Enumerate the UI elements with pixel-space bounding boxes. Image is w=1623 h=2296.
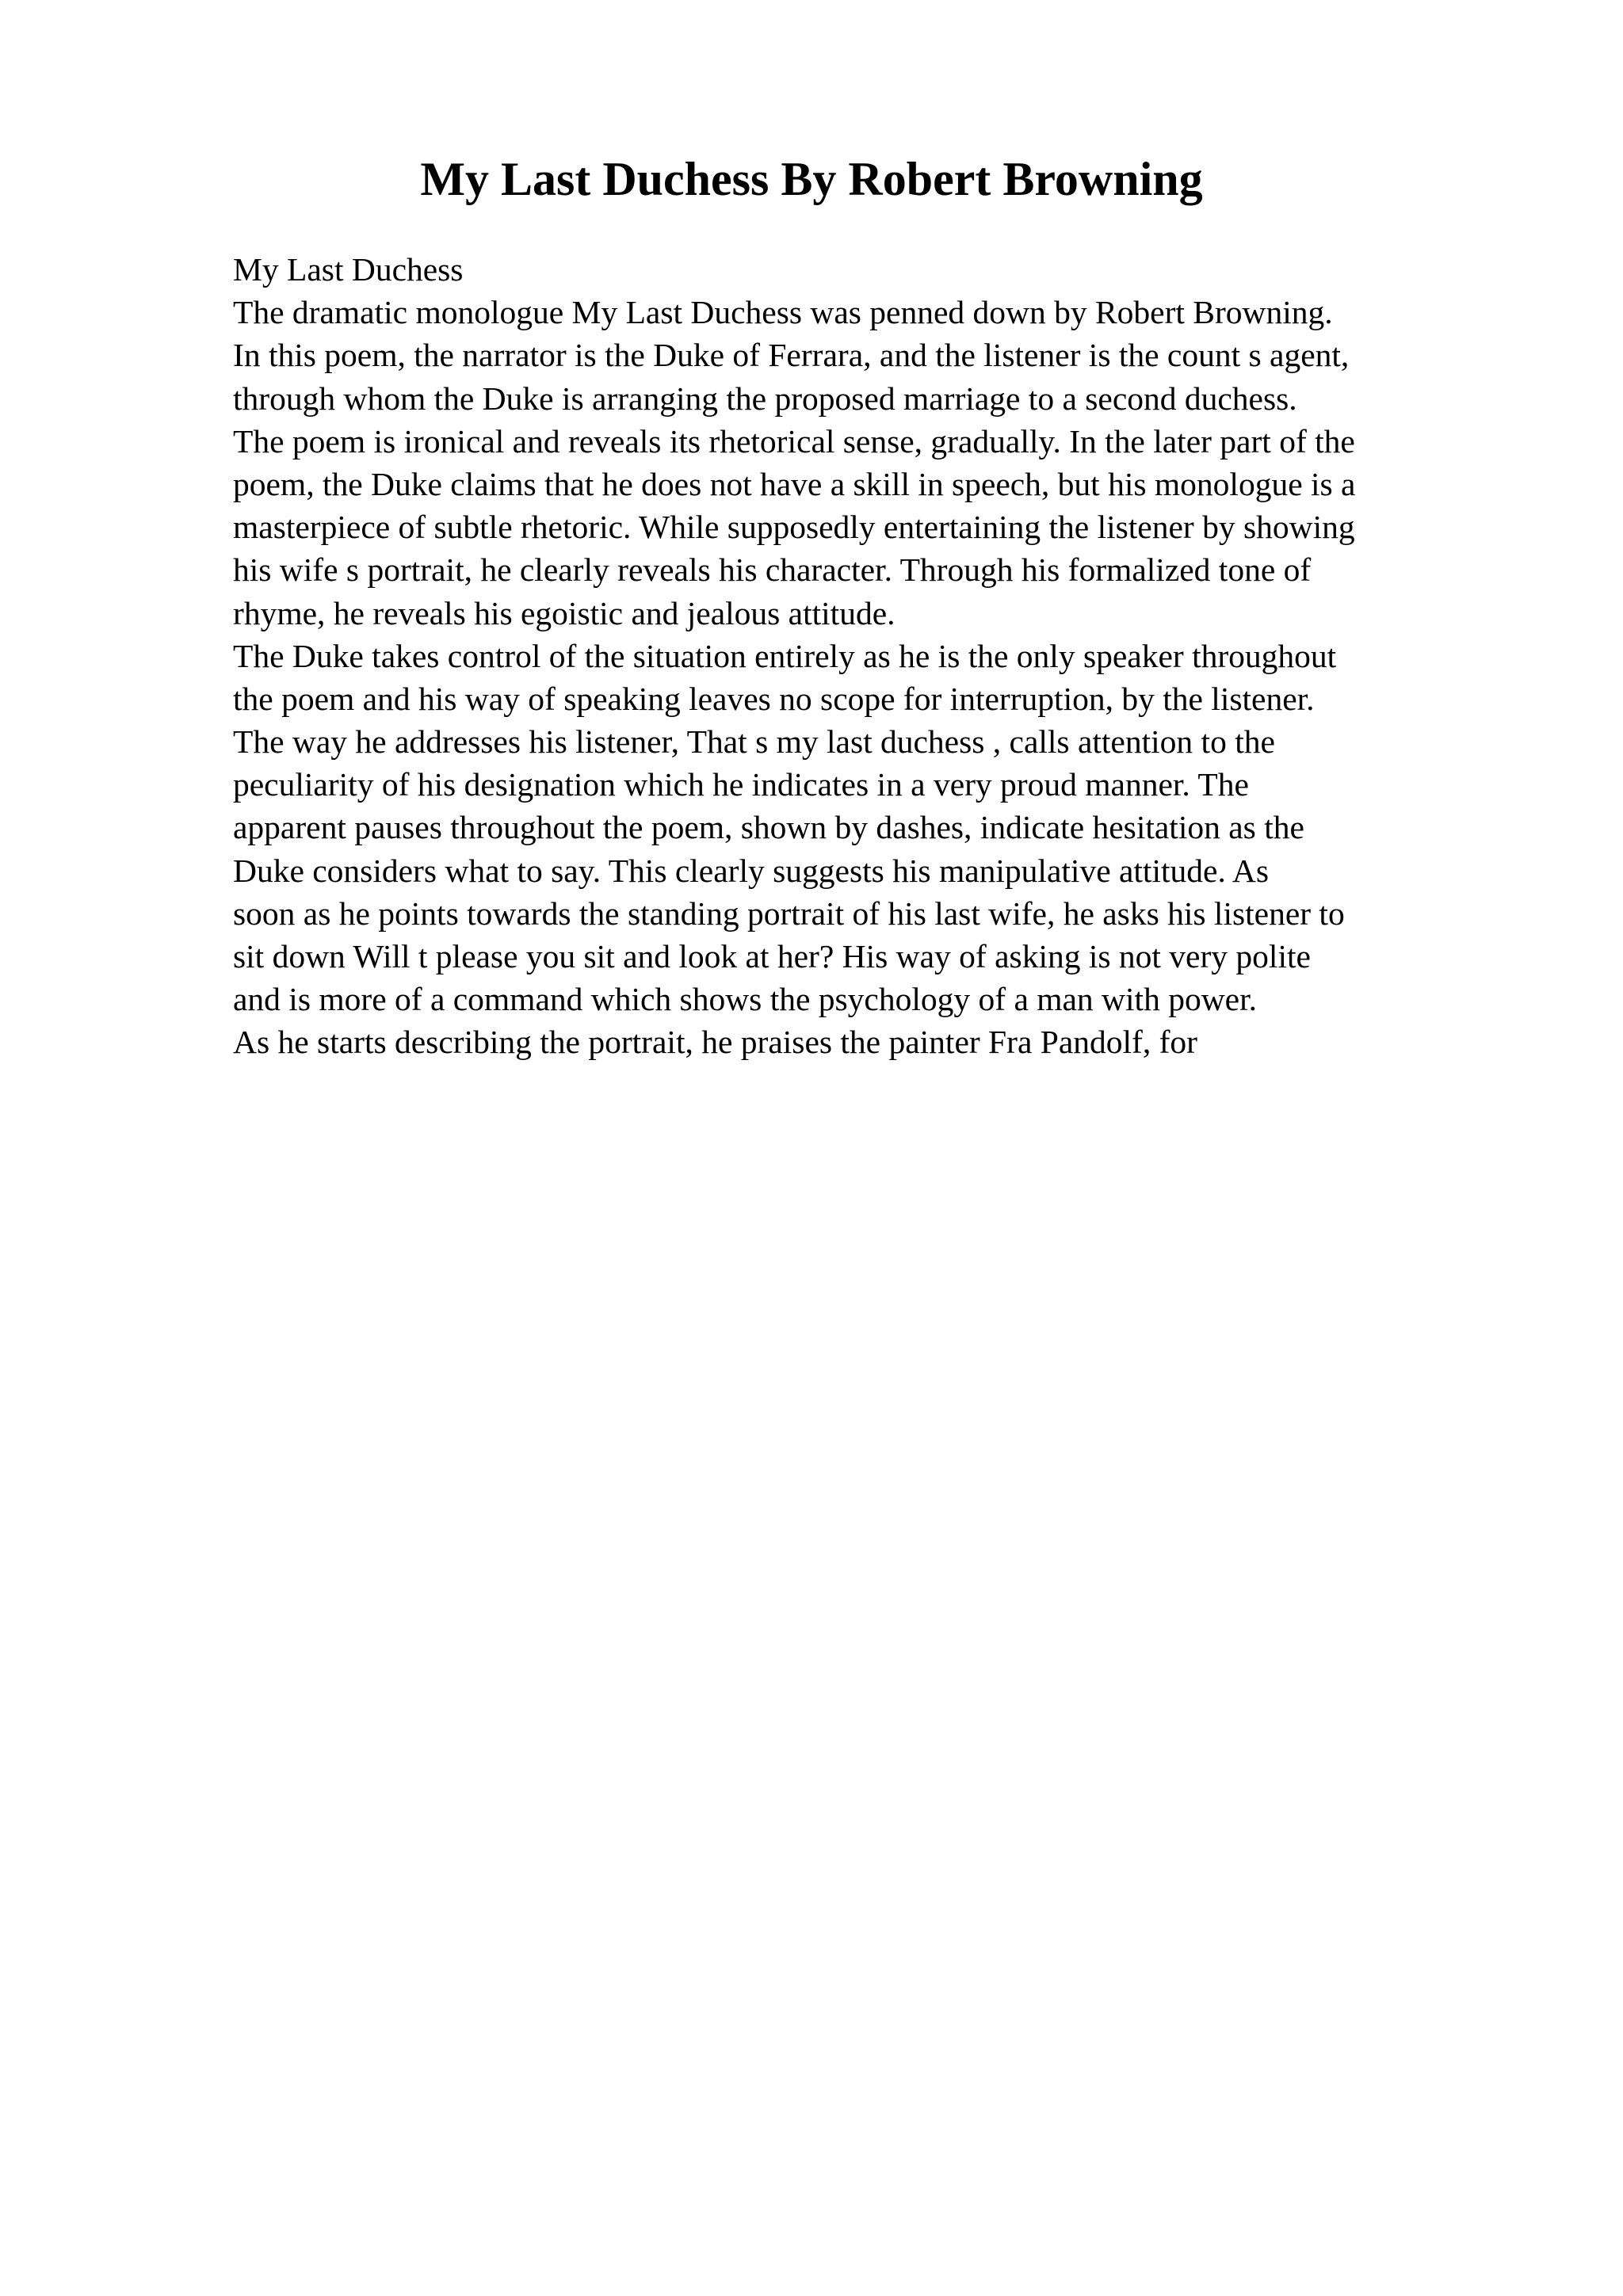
body-line: As he starts describing the portrait, he praises the painter Fra Pandolf, for [233, 1024, 1197, 1061]
body-line: The way he addresses his listener, That s my last duchess , calls attention to the [233, 723, 1275, 761]
body-line: The poem is ironical and reveals its rhetorical sense, gradually. In the later part of the [233, 422, 1355, 460]
body-line: masterpiece of subtle rhetoric. While supposedly entertaining the listener by showing [233, 509, 1355, 546]
body-line: soon as he points towards the standing portrait of his last wife, he asks his listener to [233, 894, 1345, 932]
body-line: poem, the Duke claims that he does not have a skill in speech, but his monologue is a [233, 465, 1356, 502]
body-line: the poem and his way of speaking leaves no scope for interruption, by the listener. [233, 680, 1315, 717]
body-line: rhyme, he reveals his egoistic and jealous attitude. [233, 594, 896, 631]
document-title: My Last Duchess By Robert Browning [420, 153, 1203, 205]
body-line-subtitle: My Last Duchess [233, 251, 464, 288]
body-line: his wife s portrait, he clearly reveals his character. Through his formalized tone of [233, 551, 1312, 589]
body-line: apparent pauses throughout the poem, shown by dashes, indicate hesitation as the [233, 809, 1304, 846]
body-line: The Duke takes control of the situation entirely as he is the only speaker throughout [233, 637, 1337, 674]
body-line: Duke considers what to say. This clearly suggests his manipulative attitude. As [233, 852, 1270, 889]
body-line: through whom the Duke is arranging the proposed marriage to a second duchess. [233, 379, 1297, 417]
body-line: In this poem, the narrator is the Duke of Ferrara, and the listener is the count s agent, [233, 337, 1350, 374]
body-line: and is more of a command which shows the psychology of a man with power. [233, 981, 1258, 1018]
body-line: The dramatic monologue My Last Duchess was penned down by Robert Browning. [233, 294, 1333, 331]
body-line: peculiarity of his designation which he indicates in a very proud manner. The [233, 766, 1249, 803]
document-body [233, 248, 1596, 1064]
body-line: sit down Will t please you sit and look at her? His way of asking is not very polite [233, 938, 1311, 974]
